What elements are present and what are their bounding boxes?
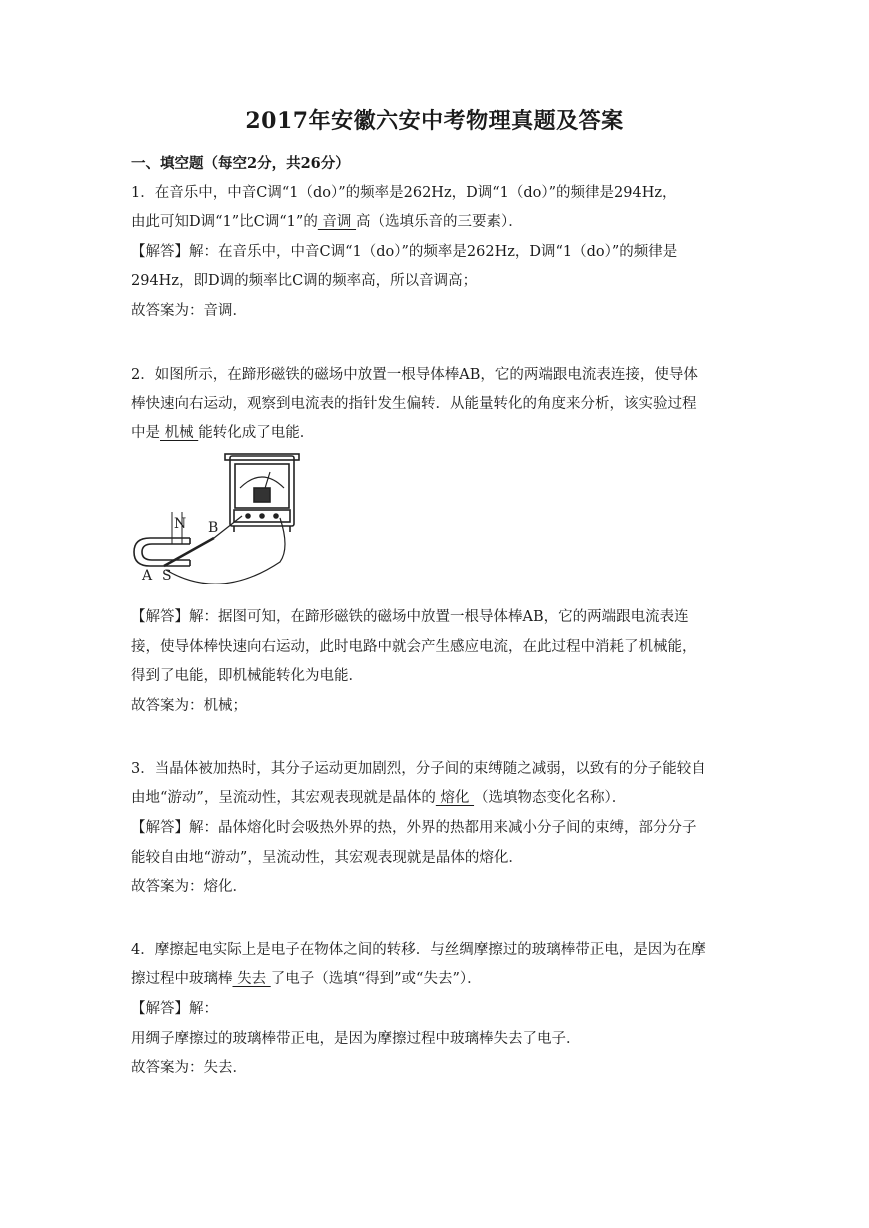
q4-solution-line2: 用绸子摩擦过的玻璃棒带正电，是因为摩擦过程中玻璃棒失去了电子． (131, 1031, 581, 1047)
label-b: B (208, 520, 219, 536)
label-n: N (174, 516, 187, 532)
q3-final-answer: 故答案为：熔化． (131, 879, 247, 895)
label-s: S (162, 568, 172, 584)
q3-solution-line1: 【解答】解：晶体熔化时会吸热外界的热，外界的热都用来减小分子间的束缚，部分分子 (131, 820, 697, 836)
q2-solution-line2: 接，使导体棒快速向右运动，此时电路中就会产生感应电流，在此过程中消耗了机械能， (131, 639, 697, 655)
q4-text-line1: 4．摩擦起电实际上是电子在物体之间的转移．与丝绸摩擦过的玻璃棒带正电，是因为在摩 (131, 942, 706, 958)
q1-solution-line1: 【解答】解：在音乐中，中音C调“1（do）”的频率是262Hz，D调“1（do）”的频律是 (131, 244, 678, 260)
q3-text-before: 由地“游动”，呈流动性，其宏观表现就是晶体的 (131, 790, 436, 806)
q4-text-line2 (131, 969, 751, 989)
section-heading: 一、填空题（每空2分，共26分） (131, 155, 350, 172)
magnet-ammeter-figure (130, 452, 310, 584)
q4-text-after: 了电子（选填“得到”或“失去”）． (270, 971, 482, 987)
q3-solution-line2: 能较自由地“游动”，呈流动性，其宏观表现就是晶体的熔化． (131, 850, 523, 866)
q4-text-before: 擦过程中玻璃棒 (131, 971, 233, 987)
q4-answer-blank: 失去 (232, 971, 271, 987)
label-a: A (142, 568, 153, 584)
q2-solution-line1: 【解答】解：据图可知，在蹄形磁铁的磁场中放置一根导体棒AB，它的两端跟电流表连 (131, 609, 689, 625)
q1-text-before: 由此可知D调“1”比C调“1”的 (131, 214, 318, 230)
q1-solution-line2: 294Hz，即D调的频率比C调的频率高，所以音调高； (131, 273, 478, 289)
q4-final-answer: 故答案为：失去． (131, 1060, 247, 1076)
q2-final-answer: 故答案为：机械； (131, 698, 247, 714)
q1-text-line2 (131, 212, 751, 232)
q1-text-after: 高（选填乐音的三要素）． (356, 214, 523, 230)
q4-solution-line1: 【解答】解： (131, 1001, 218, 1017)
q3-answer-blank: 熔化 (435, 790, 475, 806)
q2-text-line2: 棒快速向右运动，观察到电流表的指针发生偏转．从能量转化的角度来分析，该实验过程 (131, 396, 697, 412)
q2-text-line3 (131, 423, 751, 443)
q1-text-line1: 1．在音乐中，中音C调“1（do）”的频率是262Hz，D调“1（do）”的频律是294Hz， (131, 185, 677, 201)
q3-text-line2 (131, 788, 751, 808)
q2-answer-blank: 机械 (160, 425, 199, 441)
q1-answer-blank: 音调 (317, 214, 357, 230)
q2-text-line1: 2．如图所示，在蹄形磁铁的磁场中放置一根导体棒AB，它的两端跟电流表连接，使导体 (131, 367, 698, 383)
q3-text-after: （选填物态变化名称）． (474, 790, 627, 806)
q2-text-before: 中是 (131, 425, 160, 441)
q1-final-answer: 故答案为：音调． (131, 303, 247, 319)
q2-solution-line3: 得到了电能，即机械能转化为电能． (131, 668, 363, 684)
q2-text-after: 能转化成了电能． (198, 425, 315, 441)
page-title: 2017年安徽六安中考物理真题及答案 (245, 108, 624, 134)
q3-text-line1: 3．当晶体被加热时，其分子运动更加剧烈，分子间的束缚随之减弱，以致有的分子能较自 (131, 761, 706, 777)
